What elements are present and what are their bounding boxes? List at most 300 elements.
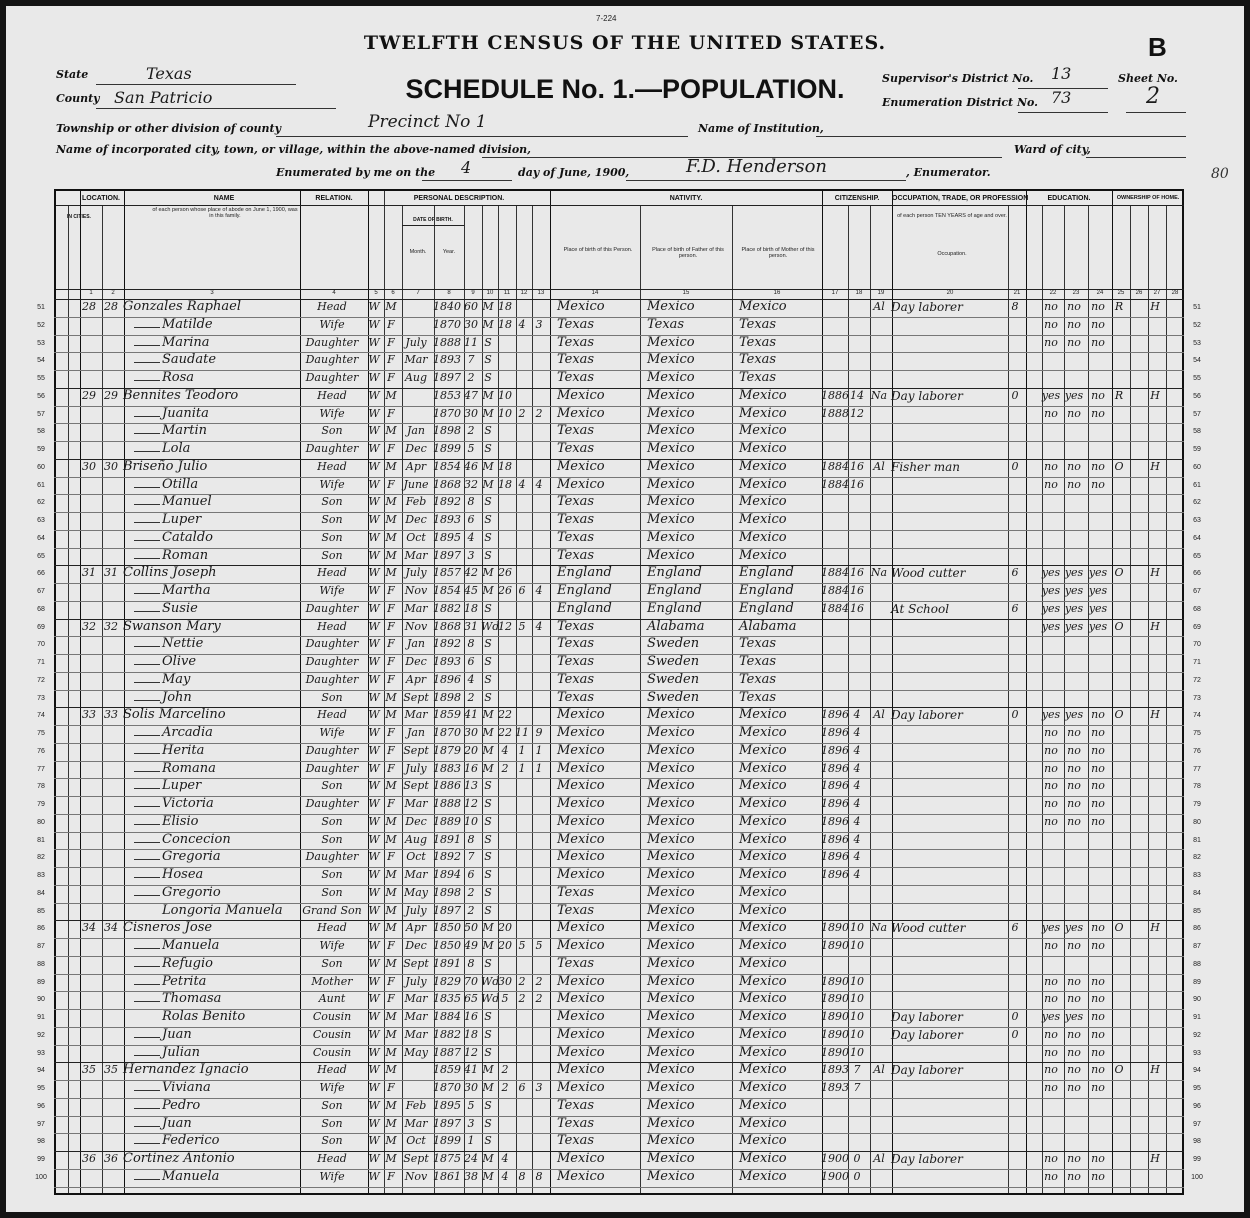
cell-mo: July	[405, 903, 427, 917]
cell-age: 18	[464, 1027, 478, 1041]
cell-res: 16	[850, 459, 864, 473]
cell-en: yes	[1088, 619, 1108, 633]
cell-ms: S	[484, 672, 492, 686]
form-number: 7-224	[596, 14, 617, 23]
cell-mon: 8	[1011, 300, 1019, 313]
column-number: 3	[210, 290, 214, 296]
ward-label: Ward of city,	[1014, 143, 1091, 156]
cell-ch2: 3	[535, 317, 543, 331]
cell-pb: Texas	[557, 334, 595, 350]
cell-rel: Head	[317, 300, 347, 313]
cell-mb: Texas	[739, 352, 777, 368]
cell-pb: Mexico	[557, 813, 605, 829]
cell-col: W	[368, 761, 380, 775]
column-number: 16	[773, 290, 781, 296]
cell-nat: Al	[873, 1152, 885, 1165]
cell-en: no	[1091, 779, 1105, 793]
cell-yr: 1889	[433, 814, 461, 828]
cell-yrs: 18	[498, 317, 512, 331]
cell-dw: 32	[82, 619, 96, 633]
cell-col: W	[368, 530, 380, 544]
row-number-right: 62	[1193, 499, 1201, 507]
cell-name: Swanson Mary	[123, 618, 221, 634]
cell-name: Juan	[162, 1026, 192, 1042]
cell-ch2: 4	[535, 584, 543, 597]
cell-mon: 0	[1011, 708, 1019, 722]
cell-mb: Mexico	[739, 1062, 787, 1078]
cell-sex: F	[387, 850, 395, 864]
cell-mo: Apr	[405, 921, 427, 935]
cell-age: 10	[464, 814, 478, 828]
row-rule	[54, 1187, 1184, 1188]
column-number: 13	[537, 290, 545, 296]
cell-mo: Sept	[403, 743, 429, 757]
cell-pb: Mexico	[557, 1044, 605, 1060]
cell-ms: M	[482, 406, 494, 420]
surname-ditto-dash	[134, 895, 160, 896]
cell-name: Collins Joseph	[123, 565, 217, 581]
cell-yr: 1888	[433, 797, 461, 810]
cell-age: 32	[464, 477, 478, 491]
cell-name: Romana	[162, 760, 216, 776]
cell-mo: Nov	[404, 619, 428, 633]
cell-mb: Mexico	[739, 938, 787, 953]
cell-pb: Mexico	[557, 991, 605, 1007]
cell-fb: Sweden	[647, 671, 700, 687]
cell-ch2: 5	[535, 939, 543, 952]
cell-sex: F	[387, 992, 395, 1006]
cell-pb: Mexico	[557, 973, 605, 989]
cell-own: R	[1114, 388, 1124, 402]
state-value: Texas	[146, 64, 192, 83]
cell-en: no	[1091, 300, 1105, 313]
cell-rd: yes	[1041, 601, 1061, 615]
cell-yr: 1840	[433, 300, 461, 313]
cell-yr: 1898	[433, 690, 461, 704]
cell-col: W	[368, 495, 380, 509]
cell-pb: Texas	[557, 902, 595, 918]
cell-fb: Mexico	[647, 1097, 695, 1113]
cell-sex: F	[387, 939, 395, 952]
cell-ms: Wd	[481, 974, 500, 988]
cell-name: Victoria	[162, 796, 214, 811]
cell-name: Manuela	[162, 1168, 220, 1184]
cell-yr: 1854	[433, 459, 461, 473]
cell-name: Herita	[162, 742, 205, 758]
cell-rel: Aunt	[318, 992, 346, 1006]
cell-en: yes	[1088, 584, 1108, 597]
surname-ditto-dash	[134, 966, 160, 967]
row-number-right: 53	[1193, 339, 1201, 347]
cell-name: Marina	[162, 334, 210, 350]
cell-yrs: 22	[498, 708, 512, 722]
cell-pb: Mexico	[557, 831, 605, 847]
cell-mon: 0	[1011, 388, 1019, 402]
enumerator-label: , Enumerator.	[906, 166, 991, 179]
cell-yrs: 26	[498, 566, 512, 580]
cell-pb: Mexico	[557, 742, 605, 758]
cell-rel: Son	[321, 690, 343, 704]
cell-col: W	[368, 956, 380, 970]
cell-rd: no	[1044, 974, 1058, 988]
cell-yr: 1883	[433, 761, 461, 775]
cell-mo: Sept	[403, 690, 429, 704]
cell-res: 10	[850, 1045, 864, 1059]
cell-col: W	[368, 974, 380, 988]
cell-sex: M	[385, 1116, 397, 1130]
cell-yrs: 4	[501, 743, 509, 757]
cell-age: 16	[464, 1010, 478, 1023]
cell-rel: Head	[317, 619, 347, 633]
cell-en: no	[1091, 939, 1105, 952]
cell-pb: England	[557, 565, 612, 581]
surname-ditto-dash	[134, 558, 160, 559]
row-number-left: 73	[37, 694, 45, 702]
cell-sex: F	[387, 637, 395, 651]
cell-fb: Mexico	[647, 707, 695, 723]
cell-col: W	[368, 548, 380, 562]
surname-ditto-dash	[134, 1090, 160, 1091]
cell-age: 12	[464, 797, 478, 810]
cell-rel: Son	[321, 548, 343, 562]
cell-fb: Mexico	[647, 387, 695, 403]
cell-yr: 1870	[433, 1081, 461, 1094]
cell-ms: S	[484, 832, 492, 846]
cell-dw: 33	[82, 708, 96, 722]
cell-mb: Mexico	[739, 494, 787, 510]
cell-wr: no	[1067, 974, 1081, 988]
row-number-left: 84	[37, 889, 45, 897]
cell-res: 4	[853, 726, 861, 739]
column-number: 19	[877, 290, 885, 296]
cell-mb: Texas	[739, 671, 777, 687]
surname-ditto-dash	[134, 540, 160, 541]
cell-wr: no	[1067, 1063, 1081, 1077]
cell-sex: F	[387, 655, 395, 668]
column-number: 18	[855, 290, 863, 296]
cell-mon: 6	[1011, 921, 1019, 935]
cell-pb: Texas	[557, 316, 595, 332]
cell-mb: Mexico	[739, 760, 787, 776]
cell-pb: Mexico	[557, 1151, 605, 1166]
cell-ch1: 5	[518, 619, 526, 633]
cell-mo: Mar	[404, 708, 428, 722]
cell-yr: 1887	[433, 1045, 461, 1059]
cell-res: 4	[853, 832, 861, 846]
row-number-right: 58	[1193, 428, 1201, 436]
surname-ditto-dash	[134, 327, 160, 328]
cell-nat: Na	[870, 566, 888, 580]
cell-mo: Nov	[404, 584, 428, 597]
cell-mo: Mar	[404, 992, 428, 1006]
cell-farm: H	[1150, 619, 1160, 633]
cell-ms: M	[482, 584, 494, 597]
cell-imm: 1884	[821, 601, 849, 615]
cell-fb: Mexico	[647, 1044, 695, 1060]
row-number-left: 93	[37, 1049, 45, 1057]
cell-rd: no	[1044, 1081, 1058, 1094]
cell-ms: M	[482, 300, 494, 313]
cell-rel: Daughter	[305, 353, 359, 367]
cell-col: W	[368, 797, 380, 810]
cell-ch1: 6	[518, 1081, 526, 1094]
cell-yrs: 2	[501, 1081, 509, 1094]
cell-imm: 1890	[821, 939, 849, 952]
cell-res: 16	[850, 566, 864, 580]
cell-ms: S	[484, 1027, 492, 1041]
row-number-left: 97	[37, 1120, 45, 1128]
cell-nat: Na	[870, 921, 888, 935]
header-birth-father: Place of birth of Father of this person.	[652, 247, 724, 259]
row-number-left: 71	[37, 659, 45, 666]
row-number-right: 77	[1193, 765, 1201, 773]
cell-age: 20	[464, 743, 478, 757]
row-number-right: 54	[1193, 357, 1201, 365]
cell-name: Briseño Julio	[123, 458, 208, 474]
cell-res: 14	[850, 388, 864, 402]
cell-mb: Mexico	[739, 973, 787, 989]
cell-age: 8	[467, 956, 475, 970]
cell-ms: S	[484, 601, 492, 615]
cell-yrs: 10	[498, 388, 512, 402]
column-number: 28	[1171, 290, 1179, 296]
cell-age: 65	[464, 992, 478, 1006]
column-number: 5	[374, 290, 378, 296]
cell-res: 10	[850, 1027, 864, 1041]
cell-pb: Texas	[557, 494, 595, 510]
cell-col: W	[368, 406, 380, 420]
cell-ms: M	[482, 1169, 494, 1183]
row-number-right: 69	[1193, 623, 1201, 631]
column-number: 22	[1049, 290, 1057, 296]
cell-age: 3	[467, 1116, 475, 1130]
cell-pb: Mexico	[557, 707, 605, 723]
cell-sex: F	[387, 743, 395, 757]
cell-sex: M	[385, 530, 397, 544]
row-number-right: 73	[1193, 694, 1201, 702]
cell-occ: Day laborer	[891, 1027, 963, 1042]
column-number: 26	[1135, 290, 1143, 296]
cell-mb: Mexico	[739, 1026, 787, 1042]
cell-sex: F	[387, 1169, 395, 1183]
cell-col: W	[368, 868, 380, 881]
row-number-left: 52	[37, 321, 45, 329]
section-location: LOCATION.	[82, 195, 120, 202]
cell-rel: Wife	[319, 406, 345, 420]
surname-ditto-dash	[134, 593, 160, 594]
cell-mb: Mexico	[739, 476, 787, 492]
cell-ms: M	[482, 708, 494, 722]
row-number-left: 62	[37, 499, 45, 507]
cell-col: W	[368, 601, 380, 615]
cell-age: 7	[467, 353, 475, 367]
cell-name: Roman	[162, 547, 209, 563]
cell-sex: F	[387, 672, 395, 686]
cell-ms: S	[484, 637, 492, 651]
cell-age: 49	[464, 939, 478, 952]
cell-ms: S	[484, 779, 492, 793]
cell-yr: 1850	[433, 939, 461, 952]
section-education: EDUCATION.	[1047, 195, 1091, 202]
cell-yr: 1897	[433, 371, 461, 384]
cell-nat: Na	[870, 388, 888, 402]
cell-mo: Dec	[405, 442, 427, 455]
section-personal: PERSONAL DESCRIPTION.	[413, 195, 505, 202]
cell-mb: Mexico	[739, 1097, 787, 1113]
cell-rel: Daughter	[305, 371, 359, 384]
enumerated-label: Enumerated by me on the	[276, 166, 436, 179]
row-number-right: 74	[1193, 712, 1201, 720]
row-number-right: 63	[1193, 517, 1201, 524]
section-in-cities: IN CITIES.	[67, 214, 91, 220]
cell-mo: Mar	[404, 1116, 428, 1130]
cell-mb: Mexico	[739, 1168, 787, 1184]
cell-mb: Mexico	[739, 1133, 787, 1149]
cell-col: W	[368, 708, 380, 722]
surname-ditto-dash	[134, 824, 160, 825]
cell-sex: F	[387, 406, 395, 420]
surname-ditto-dash	[134, 416, 160, 417]
cell-rel: Son	[321, 779, 343, 793]
cell-ms: S	[484, 1010, 492, 1023]
surname-ditto-dash	[134, 842, 160, 843]
supervisor-label: Supervisor's District No.	[882, 72, 1034, 85]
surname-ditto-dash	[134, 859, 160, 860]
cell-fb: Mexico	[647, 1080, 695, 1095]
cell-yr: 1892	[433, 850, 461, 864]
cell-age: 30	[464, 1081, 478, 1094]
cell-ms: S	[484, 956, 492, 970]
cell-mb: Mexico	[739, 512, 787, 527]
cell-rd: no	[1044, 1169, 1058, 1183]
schedule-title: SCHEDULE No. 1.—POPULATION.	[405, 74, 845, 104]
cell-res: 4	[853, 850, 861, 864]
institution-label: Name of Institution,	[698, 122, 824, 135]
cell-en: no	[1091, 1010, 1105, 1023]
cell-name: Viviana	[162, 1080, 211, 1095]
cell-fb: Mexico	[647, 1133, 695, 1149]
cell-age: 5	[467, 1098, 475, 1112]
cell-mb: Mexico	[739, 849, 787, 865]
cell-pb: Mexico	[557, 778, 605, 794]
cell-mb: Mexico	[739, 920, 787, 936]
cell-yr: 1859	[433, 1063, 461, 1077]
row-number-right: 84	[1193, 889, 1201, 897]
cell-yr: 1884	[433, 1010, 461, 1023]
cell-yr: 1895	[433, 530, 461, 544]
cell-imm: 1896	[821, 797, 849, 810]
cell-sex: F	[387, 619, 395, 633]
cell-imm: 1896	[821, 761, 849, 775]
cell-rd: no	[1044, 317, 1058, 331]
cell-mo: Dec	[405, 939, 427, 952]
cell-col: W	[368, 1134, 380, 1148]
column-number: 20	[946, 290, 954, 296]
cell-yr: 1893	[433, 655, 461, 668]
cell-en: no	[1091, 726, 1105, 739]
cell-pb: Mexico	[557, 1009, 605, 1024]
supervisor-value: 13	[1051, 64, 1072, 83]
row-number-left: 66	[37, 570, 45, 578]
cell-age: 38	[464, 1169, 478, 1183]
cell-wr: no	[1067, 1169, 1081, 1183]
cell-rel: Daughter	[305, 761, 359, 775]
cell-mo: Sept	[403, 956, 429, 970]
cell-ch1: 2	[518, 992, 526, 1006]
cell-nat: Al	[873, 708, 885, 722]
cell-sex: M	[385, 1010, 397, 1023]
cell-en: no	[1091, 814, 1105, 828]
cell-ch2: 3	[535, 1081, 543, 1094]
row-number-right: 64	[1193, 534, 1201, 542]
cell-pb: Mexico	[557, 1062, 605, 1078]
cell-col: W	[368, 584, 380, 597]
cell-yr: 1870	[433, 406, 461, 420]
cell-rel: Son	[321, 1098, 343, 1112]
cell-pb: Texas	[557, 1115, 595, 1131]
cell-res: 10	[850, 939, 864, 952]
cell-age: 2	[467, 690, 475, 704]
row-number-left: 56	[37, 392, 45, 400]
cell-occ: Day laborer	[891, 300, 963, 314]
row-number-left: 61	[37, 481, 45, 489]
cell-rd: yes	[1041, 1010, 1061, 1023]
cell-mo: Mar	[404, 1027, 428, 1041]
cell-en: no	[1091, 1169, 1105, 1183]
cell-sex: F	[387, 317, 395, 331]
cell-mo: Oct	[406, 530, 426, 544]
row-number-right: 100	[1191, 1173, 1203, 1181]
cell-mo: Mar	[404, 548, 428, 562]
cell-sex: M	[385, 708, 397, 722]
cell-occ: Wood cutter	[891, 566, 966, 581]
section-date-of-birth: DATE OF BIRTH.	[413, 217, 453, 223]
cell-ms: S	[484, 850, 492, 864]
cell-yr: 1882	[433, 1027, 461, 1041]
row-number-right: 55	[1193, 375, 1201, 382]
cell-rel: Mother	[311, 974, 353, 988]
row-number-left: 58	[37, 428, 45, 436]
cell-ms: M	[482, 761, 494, 775]
cell-rd: no	[1044, 459, 1058, 473]
cell-rel: Head	[317, 1063, 347, 1077]
cell-wr: yes	[1064, 566, 1084, 580]
cell-rel: Son	[321, 513, 343, 526]
cell-wr: no	[1067, 761, 1081, 775]
cell-col: W	[368, 779, 380, 793]
cell-col: W	[368, 921, 380, 935]
cell-yr: 1897	[433, 1116, 461, 1130]
cell-yr: 1892	[433, 637, 461, 651]
row-number-right: 88	[1193, 960, 1201, 968]
cell-sex: M	[385, 495, 397, 509]
cell-name: Juan	[162, 1115, 192, 1131]
cell-wr: no	[1067, 726, 1081, 739]
cell-yr: 1896	[433, 672, 461, 686]
cell-dw: 35	[82, 1063, 96, 1077]
cell-pb: Texas	[557, 1097, 595, 1113]
cell-pb: Mexico	[557, 1026, 605, 1042]
cell-rel: Grand Son	[302, 903, 362, 917]
cell-farm: H	[1150, 708, 1160, 722]
cell-wr: no	[1067, 814, 1081, 828]
cell-yrs: 30	[498, 974, 512, 988]
cell-yr: 1899	[433, 442, 461, 455]
row-number-right: 86	[1193, 925, 1201, 933]
cell-age: 5	[467, 442, 475, 455]
section-occupation: OCCUPATION, TRADE, OR PROFESSION	[892, 195, 1029, 202]
row-number-left: 80	[37, 818, 45, 826]
